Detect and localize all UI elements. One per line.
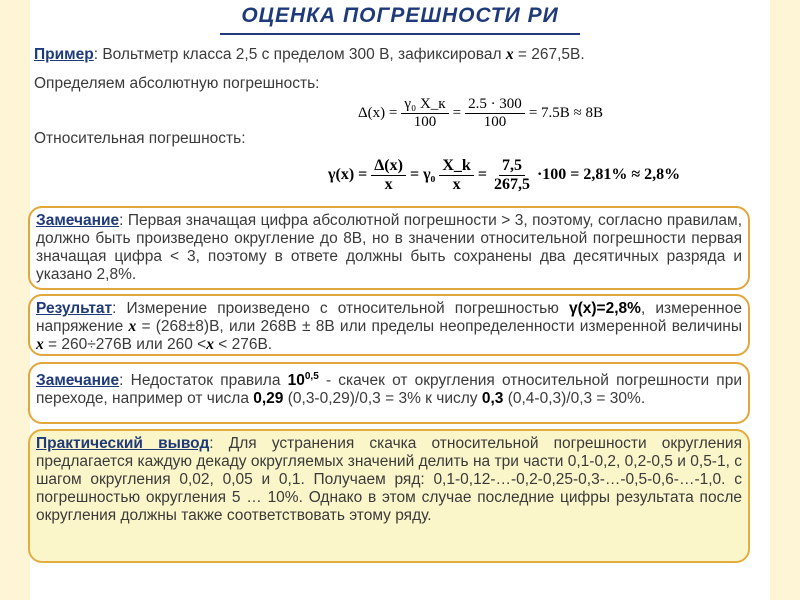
example-line bbox=[34, 46, 585, 64]
f1-frac2 bbox=[465, 96, 525, 130]
f2-den2: x bbox=[452, 175, 461, 193]
f1-frac1 bbox=[401, 96, 448, 130]
f1-den2: 100 bbox=[483, 113, 507, 130]
note1-label: Замечание bbox=[36, 212, 120, 229]
f2-num3: 7,5 bbox=[499, 157, 525, 176]
example-var: x bbox=[505, 46, 514, 63]
note2-b1: 10 bbox=[287, 372, 305, 390]
conclusion-box bbox=[28, 429, 750, 563]
example-text-before: : Вольтметр класса 2,5 с пределом 300 В, зафиксировал bbox=[93, 46, 506, 63]
result-t4: = 260÷276В или 260 < bbox=[43, 336, 207, 353]
result-t3: = (268±8)В, или 268В ± 8В или пределы неопределенности измеренной величины bbox=[136, 318, 742, 335]
f2-den3: 267,5 bbox=[493, 175, 530, 193]
f2-frac3 bbox=[491, 157, 533, 193]
f1-eq: = bbox=[452, 104, 462, 121]
f2-rhs: ·100 = 2,81% ≈ 2,8% bbox=[536, 166, 681, 184]
result-v1: x bbox=[128, 318, 137, 335]
formula-absolute bbox=[358, 96, 603, 130]
example-text-after: = 267,5В. bbox=[513, 46, 585, 63]
slide-title: ОЦЕНКА ПОГРЕШНОСТИ РИ bbox=[241, 4, 559, 27]
note2-t2: - скачек от округления относительной погрешности при переходе, например от числа bbox=[36, 372, 742, 408]
f2-mid: = γ₀ bbox=[409, 166, 436, 184]
note2-t1: : Недостаток правила bbox=[119, 372, 288, 390]
result-label: Результат bbox=[36, 300, 113, 317]
f2-lhs: γ(x) = bbox=[328, 166, 368, 184]
f1-lhs: Δ(x) = bbox=[358, 104, 398, 121]
note2-t3: (0,3-0,29)/0,3 = 3% к числу bbox=[283, 390, 482, 408]
note2-label: Замечание bbox=[36, 372, 120, 390]
right-decor-bar bbox=[770, 0, 800, 600]
f2-den1: x bbox=[384, 175, 393, 193]
result-t5: < 276В. bbox=[213, 336, 273, 353]
note1-text: : Первая значащая цифра абсолютной погрешности > 3, поэтому, согласно правилам, должно быть произведено округление до 8В, но в значении относительной погрешности первая значащая цифра < 3, поэтому в ответе должны быть сохранены два десятичных разряда и указано 2,8%. bbox=[36, 212, 742, 283]
result-box bbox=[28, 294, 750, 356]
example-label: Пример bbox=[34, 46, 94, 63]
result-t1: : Измерение произведено с относительной погрешностью bbox=[112, 300, 569, 317]
f1-num2: 2.5 · 300 bbox=[465, 96, 525, 114]
abs-intro: Определяем абсолютную погрешность: bbox=[34, 75, 320, 92]
left-decor-bar bbox=[0, 0, 30, 600]
f2-frac1 bbox=[371, 157, 406, 193]
note2-sup: 0,5 bbox=[304, 371, 319, 382]
note2-b2: 0,29 bbox=[253, 390, 284, 408]
conclusion-label: Практический вывод bbox=[36, 435, 210, 452]
formula-relative bbox=[328, 157, 680, 193]
conclusion-text: : Для устранения скачка относительной погрешности округления предлагается каждую декаду округляемых значений делить на три части 0,1-0,2, 0,2-0,5 и 0,5-1, с шагом округления 0,02, 0,05 и 0,1. Получаем ряд: 0,1-0,12-…-0,2-0,25-0,3-…-0,5-0,6-…-1,0. с погрешностью округления 5 … 10%. Однако в этом случае последние цифры результата после округления должны также соответствовать этому ряду. bbox=[36, 435, 742, 524]
note-box-2 bbox=[28, 362, 750, 424]
rel-intro: Относительная погрешность: bbox=[34, 130, 246, 147]
note2-t4: (0,4-0,3)/0,3 = 30%. bbox=[503, 390, 646, 408]
result-v3: x bbox=[206, 336, 214, 353]
f1-den1: 100 bbox=[413, 113, 437, 130]
note-box-1 bbox=[28, 206, 750, 290]
title-underline bbox=[220, 33, 580, 35]
f2-frac2 bbox=[439, 157, 473, 193]
result-t2: , измеренное напряжение bbox=[36, 300, 742, 335]
result-v2: x bbox=[36, 336, 44, 353]
f2-num2: X_k bbox=[439, 157, 473, 176]
f1-num1: γ₀ X_к bbox=[401, 96, 448, 114]
note2-b3: 0,3 bbox=[481, 390, 504, 408]
result-b1: γ(x)=2,8% bbox=[568, 300, 641, 317]
f2-num1: Δ(x) bbox=[371, 157, 406, 176]
f1-rhs: = 7.5B ≈ 8B bbox=[528, 104, 604, 121]
f2-eq: = bbox=[477, 166, 487, 184]
